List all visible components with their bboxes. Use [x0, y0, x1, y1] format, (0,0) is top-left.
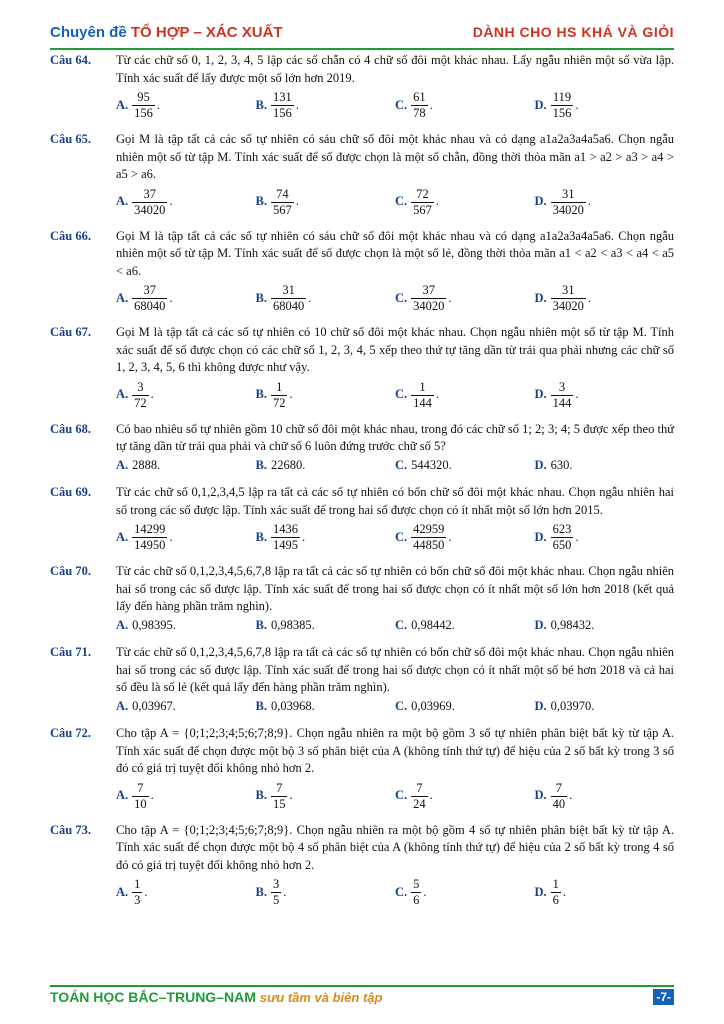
numerator: 7	[137, 780, 144, 795]
footer-source	[50, 989, 382, 1005]
option-letter: A.	[116, 884, 129, 899]
option-letter: C.	[395, 290, 408, 305]
option-c	[395, 457, 535, 475]
option-letter: B.	[255, 884, 267, 899]
option-letter: A.	[116, 97, 129, 112]
header-audience: DÀNH CHO HS KHÁ VÀ GIỎI	[472, 24, 674, 40]
answer-options	[116, 380, 674, 411]
numerator: 37	[143, 186, 157, 201]
fraction	[551, 283, 586, 314]
answer-options	[116, 698, 674, 716]
fraction	[551, 781, 568, 812]
numerator: 37	[422, 283, 436, 297]
fraction	[411, 283, 446, 314]
option-letter: D.	[534, 698, 547, 713]
option-d: D. $\frac{31}{34020}$ .	[534, 283, 592, 313]
fraction	[132, 90, 155, 121]
numerator: 131	[272, 90, 292, 104]
option-letter: C.	[395, 457, 408, 472]
question-text: Có bao nhiêu số tự nhiên gồm 10 chữ số đôi một khác nhau, trong đó các chữ số 1; 2; 3; 4; 5 được xếp theo thứ tự tăng dần từ trái qua phải và chữ số 6 luôn đứng trước chữ số 5?	[116, 421, 674, 453]
numerator: 623	[552, 522, 572, 536]
numerator: 1	[419, 379, 426, 394]
numerator: 74	[276, 186, 289, 201]
option-value: 0,03969.	[411, 698, 455, 713]
numerator: 14299	[134, 522, 166, 536]
fraction	[271, 522, 300, 553]
fraction	[132, 522, 167, 553]
page-header	[50, 24, 674, 50]
option-letter: A.	[116, 387, 129, 402]
denominator: 6	[413, 893, 420, 907]
option-letter: A.	[116, 529, 129, 544]
option-letter: A.	[116, 788, 129, 803]
question-number: Câu 65.	[50, 132, 91, 146]
numerator: 1	[276, 379, 283, 394]
option-b	[256, 698, 396, 716]
option-letter: B.	[255, 457, 267, 472]
denominator: 34020	[134, 202, 166, 217]
question-text: Từ các chữ số 0,1,2,3,4,5,6,7,8 lập ra tất cả các số tự nhiên có bốn chữ số đôi một khác nhau. Chọn ngẫu nhiên hai số trong các số được lập. Tính xác suất để trong hai số được chọn có ít nhất một số lớn hơn 2018 (kết quả lấy đến hàng phần trăm nghìn).	[116, 564, 674, 613]
question-number: Câu 72.	[50, 726, 91, 740]
numerator: 1	[134, 877, 141, 891]
question-text: Từ các chữ số 0, 1, 2, 3, 4, 5 lập các số chẵn có 4 chữ số đôi một khác nhau. Lấy ngẫu nhiên một số vừa lập. Tính xác suất để lấy được một số lớn hơn 2019.	[116, 53, 674, 85]
answer-options	[116, 877, 674, 908]
denominator: 1495	[272, 538, 298, 552]
numerator: 7	[416, 780, 423, 795]
denominator: 34020	[552, 299, 584, 313]
numerator: 95	[137, 90, 150, 104]
question-list	[50, 52, 674, 918]
option-letter: B.	[255, 698, 267, 713]
fraction	[411, 877, 421, 908]
question-72	[50, 725, 674, 812]
option-letter: B.	[255, 387, 267, 402]
fraction	[132, 187, 167, 218]
fraction	[411, 90, 428, 121]
option-letter: A.	[116, 698, 129, 713]
numerator: 119	[552, 90, 572, 104]
option-b: B. $\frac{131}{156}$ .	[255, 90, 299, 120]
question-number: Câu 64.	[50, 53, 91, 67]
option-letter: C.	[395, 788, 408, 803]
option-a: A. $\frac{14299}{14950}$ .	[116, 522, 173, 552]
question-70	[50, 563, 674, 634]
option-letter: A.	[116, 194, 129, 209]
option-letter: B.	[255, 194, 267, 209]
denominator: 156	[134, 106, 153, 120]
option-d	[535, 617, 675, 635]
fraction	[411, 380, 434, 411]
header-topic	[50, 24, 283, 41]
fraction	[411, 522, 446, 553]
denominator: 68040	[134, 299, 166, 313]
denominator: 5	[272, 893, 280, 907]
denominator: 156	[552, 106, 572, 120]
option-letter: B.	[255, 290, 267, 305]
numerator: 31	[282, 283, 295, 297]
denominator: 24	[413, 796, 426, 811]
option-letter: B.	[255, 617, 267, 632]
question-69	[50, 484, 674, 553]
question-64	[50, 52, 674, 121]
denominator: 78	[413, 106, 426, 120]
question-text: Từ các chữ số 0,1,2,3,4,5 lập ra tất cả các số tự nhiên có bốn chữ số đôi một khác nhau. Chọn ngẫu nhiên hai số trong các số được lập. Tính xác suất để trong hai số được chọn có ít nhất một số lớn hơn 2015.	[116, 485, 674, 517]
option-letter: C.	[395, 529, 408, 544]
numerator: 37	[143, 283, 157, 297]
denominator: 10	[134, 796, 147, 811]
fraction	[271, 380, 288, 411]
denominator: 144	[413, 395, 432, 410]
option-letter: D.	[534, 788, 547, 803]
fraction	[132, 781, 149, 812]
option-c	[395, 617, 535, 635]
option-value: 0,98432.	[550, 617, 595, 632]
option-letter: D.	[534, 97, 547, 112]
fraction	[551, 380, 574, 411]
option-a: A. $\frac{3}{72}$ .	[116, 379, 154, 410]
numerator: 5	[413, 877, 420, 891]
option-a: A. $\frac{1}{3}$ .	[116, 877, 148, 907]
fraction	[551, 90, 574, 121]
header-topic-title: TỔ HỢP – XÁC XUẤT	[130, 24, 283, 41]
numerator: 42959	[413, 522, 445, 536]
question-number: Câu 67.	[50, 325, 91, 339]
option-b: B. $\frac{1436}{1495}$ .	[255, 522, 306, 552]
question-number: Câu 70.	[50, 564, 91, 578]
numerator: 1436	[272, 522, 298, 536]
option-d: D. $\frac{7}{40}$ .	[534, 780, 573, 811]
fraction	[132, 877, 142, 908]
denominator: 14950	[134, 538, 166, 552]
option-value: 0,03970.	[550, 698, 595, 713]
fraction	[132, 380, 149, 411]
option-b: B. $\frac{31}{68040}$ .	[255, 283, 312, 313]
fraction	[411, 781, 428, 812]
denominator: 6	[552, 893, 559, 907]
option-a	[116, 698, 256, 716]
denominator: 72	[272, 395, 286, 410]
answer-options	[116, 617, 674, 635]
option-letter: D.	[534, 194, 547, 209]
numerator: 3	[558, 379, 566, 394]
denominator: 15	[272, 796, 286, 811]
question-number: Câu 66.	[50, 228, 91, 243]
option-value: 0,03968.	[270, 698, 315, 713]
option-value: 22680.	[270, 457, 306, 472]
option-b: B. $\frac{3}{5}$ .	[255, 877, 287, 907]
option-letter: C.	[395, 698, 408, 713]
option-b: B. $\frac{7}{15}$ .	[255, 780, 293, 811]
option-value: 0,98442.	[411, 617, 455, 632]
answer-options	[116, 90, 674, 121]
option-value: 0,03967.	[132, 698, 176, 713]
fraction	[551, 877, 561, 908]
question-68	[50, 421, 674, 475]
question-text: Cho tập A = {0;1;2;3;4;5;6;7;8;9}. Chọn ngẫu nhiên ra một bộ gồm 3 số tự nhiên phân biệt bất kỳ từ tập A. Tính xác suất để chọn được một bộ 3 số phân biệt của A (không tính thứ tự) để hiệu của 2 số bất kỳ trong 3 số đó có giá trị tuyệt đối không nhỏ hơn 2.	[116, 726, 674, 775]
denominator: 3	[134, 893, 141, 907]
option-d: D. $\frac{1}{6}$ .	[534, 877, 567, 907]
option-d: D. $\frac{3}{144}$ .	[534, 379, 579, 410]
numerator: 3	[137, 379, 144, 394]
option-letter: D.	[534, 290, 547, 305]
option-letter: C.	[395, 617, 408, 632]
option-d: D. $\frac{119}{156}$ .	[534, 90, 579, 120]
option-a	[116, 457, 256, 475]
option-value: 2888.	[132, 457, 161, 472]
denominator: 68040	[272, 299, 305, 313]
option-value: 544320.	[411, 457, 452, 472]
fraction	[271, 90, 294, 121]
answer-options	[116, 283, 674, 314]
denominator: 567	[272, 202, 292, 217]
option-letter: B.	[255, 97, 267, 112]
option-letter: D.	[534, 457, 547, 472]
denominator: 44850	[413, 538, 445, 552]
question-number: Câu 73.	[50, 822, 91, 837]
numerator: 7	[555, 780, 563, 795]
fraction	[551, 187, 586, 218]
fraction	[271, 187, 294, 218]
answer-options	[116, 522, 674, 553]
denominator: 650	[552, 538, 572, 552]
option-b	[256, 457, 396, 475]
question-65	[50, 131, 674, 218]
option-d	[535, 457, 675, 475]
fraction	[271, 781, 288, 812]
question-text: Gọi M là tập tất cả các số tự nhiên có sáu chữ số đôi một khác nhau và có dạng a1a2a3a4a5a6. Chọn ngẫu nhiên một số từ tập M. Tính xác suất để số được chọn là một số lẻ, đồng thời thỏa mãn a1 < a2 < a3 < a4 < a5 < a6.	[116, 228, 674, 278]
numerator: 1	[552, 877, 559, 891]
option-c	[395, 698, 535, 716]
fraction	[132, 283, 167, 314]
option-a: A. $\frac{37}{68040}$ .	[116, 283, 173, 313]
denominator: 567	[413, 202, 432, 217]
option-letter: C.	[395, 97, 408, 112]
numerator: 3	[272, 877, 280, 891]
question-number: Câu 69.	[50, 485, 91, 499]
option-c: C. $\frac{5}{6}$ .	[395, 877, 427, 907]
question-66	[50, 228, 674, 315]
denominator: 144	[552, 395, 572, 410]
denominator: 40	[552, 796, 566, 811]
option-letter: B.	[255, 788, 267, 803]
option-letter: B.	[255, 529, 267, 544]
fraction	[271, 877, 281, 908]
question-73	[50, 822, 674, 909]
numerator: 31	[562, 186, 575, 201]
question-text: Gọi M là tập tất cả các số tự nhiên có sáu chữ số đôi một khác nhau và có dạng a1a2a3a4a5a6. Chọn ngẫu nhiên một số từ tập M. Tính xác suất để số được chọn là một số chẵn, đồng thời thỏa mãn a1 > a2 > a3 > a4 > a5 > a6.	[116, 132, 674, 181]
answer-options	[116, 187, 674, 218]
fraction	[411, 187, 434, 218]
option-a: A. $\frac{95}{156}$ .	[116, 90, 161, 120]
fraction	[271, 283, 306, 314]
question-71	[50, 644, 674, 715]
fraction	[551, 522, 574, 553]
option-letter: C.	[395, 884, 408, 899]
question-text: Từ các chữ số 0,1,2,3,4,5,6,7,8 lập ra tất cả các số tự nhiên có bốn chữ số đôi một khác nhau. Chọn ngẫu nhiên hai số trong các số được lập. Tính xác suất để trong hai số được chọn có ít nhất một số bé hơn 2018 và cả hai số đều là số lẻ (kết quả lấy đến hàng phần trăm nghìn).	[116, 645, 674, 694]
option-c: C. $\frac{72}{567}$ .	[395, 186, 440, 217]
answer-options	[116, 457, 674, 475]
numerator: 7	[276, 780, 283, 795]
denominator: 156	[272, 106, 292, 120]
option-d: D. $\frac{31}{34020}$ .	[534, 186, 592, 217]
option-letter: D.	[534, 617, 547, 632]
question-number: Câu 71.	[50, 645, 91, 659]
option-b: B. $\frac{74}{567}$ .	[255, 186, 299, 217]
option-b	[256, 617, 396, 635]
option-letter: A.	[116, 290, 129, 305]
option-a: A. $\frac{37}{34020}$ .	[116, 186, 173, 217]
denominator: 72	[134, 395, 147, 410]
page-footer	[50, 985, 674, 1007]
option-value: 0,98385.	[270, 617, 315, 632]
option-d	[535, 698, 675, 716]
option-value: 630.	[550, 457, 573, 472]
option-c: C. $\frac{7}{24}$ .	[395, 780, 433, 811]
question-text: Cho tập A = {0;1;2;3;4;5;6;7;8;9}. Chọn ngẫu nhiên ra một bộ gồm 4 số tự nhiên phân biệt bất kỳ từ tập A. Tính xác suất để chọn được một bộ 4 số phân biệt của A (không tính thứ tự) để hiệu của 2 số bất kỳ trong 4 số đó có giá trị tuyệt đối không nhỏ hơn 2.	[116, 822, 674, 872]
option-letter: C.	[395, 194, 408, 209]
option-a: A. $\frac{7}{10}$ .	[116, 780, 154, 811]
option-b: B. $\frac{1}{72}$ .	[255, 379, 293, 410]
option-letter: D.	[534, 884, 547, 899]
option-d: D. $\frac{623}{650}$ .	[534, 522, 579, 552]
footer-credit: sưu tầm và biên tập	[259, 990, 383, 1005]
option-letter: A.	[116, 457, 129, 472]
question-number: Câu 68.	[50, 421, 91, 436]
option-c: C. $\frac{1}{144}$ .	[395, 379, 440, 410]
option-letter: D.	[534, 387, 547, 402]
question-text: Gọi M là tập tất cả các số tự nhiên có 10 chữ số đôi một khác nhau. Chọn ngẫu nhiên một số từ tập M. Tính xác suất để số được chọn có các chữ số 1, 2, 3, 4, 5 xếp theo thứ tự tăng dần từ trái qua phải nhưng các chữ số 1, 2, 3, 4, 5, 6 thì không được như vậy.	[116, 325, 674, 374]
numerator: 72	[416, 186, 429, 201]
page-number: -7-	[653, 989, 674, 1005]
option-c: C. $\frac{61}{78}$ .	[395, 90, 433, 120]
option-value: 0,98395.	[132, 617, 176, 632]
option-letter: D.	[534, 529, 547, 544]
option-a	[116, 617, 256, 635]
denominator: 34020	[552, 202, 584, 217]
answer-options	[116, 781, 674, 812]
footer-brand: TOÁN HỌC BẮC–TRUNG–NAM	[50, 989, 256, 1005]
denominator: 34020	[413, 299, 445, 313]
option-letter: C.	[395, 387, 408, 402]
option-c: C. $\frac{37}{34020}$ .	[395, 283, 452, 313]
numerator: 31	[562, 283, 575, 297]
numerator: 61	[413, 90, 426, 104]
option-letter: A.	[116, 617, 129, 632]
option-c: C. $\frac{42959}{44850}$ .	[395, 522, 452, 552]
header-prefix: Chuyên đề	[50, 24, 131, 41]
question-67	[50, 324, 674, 411]
